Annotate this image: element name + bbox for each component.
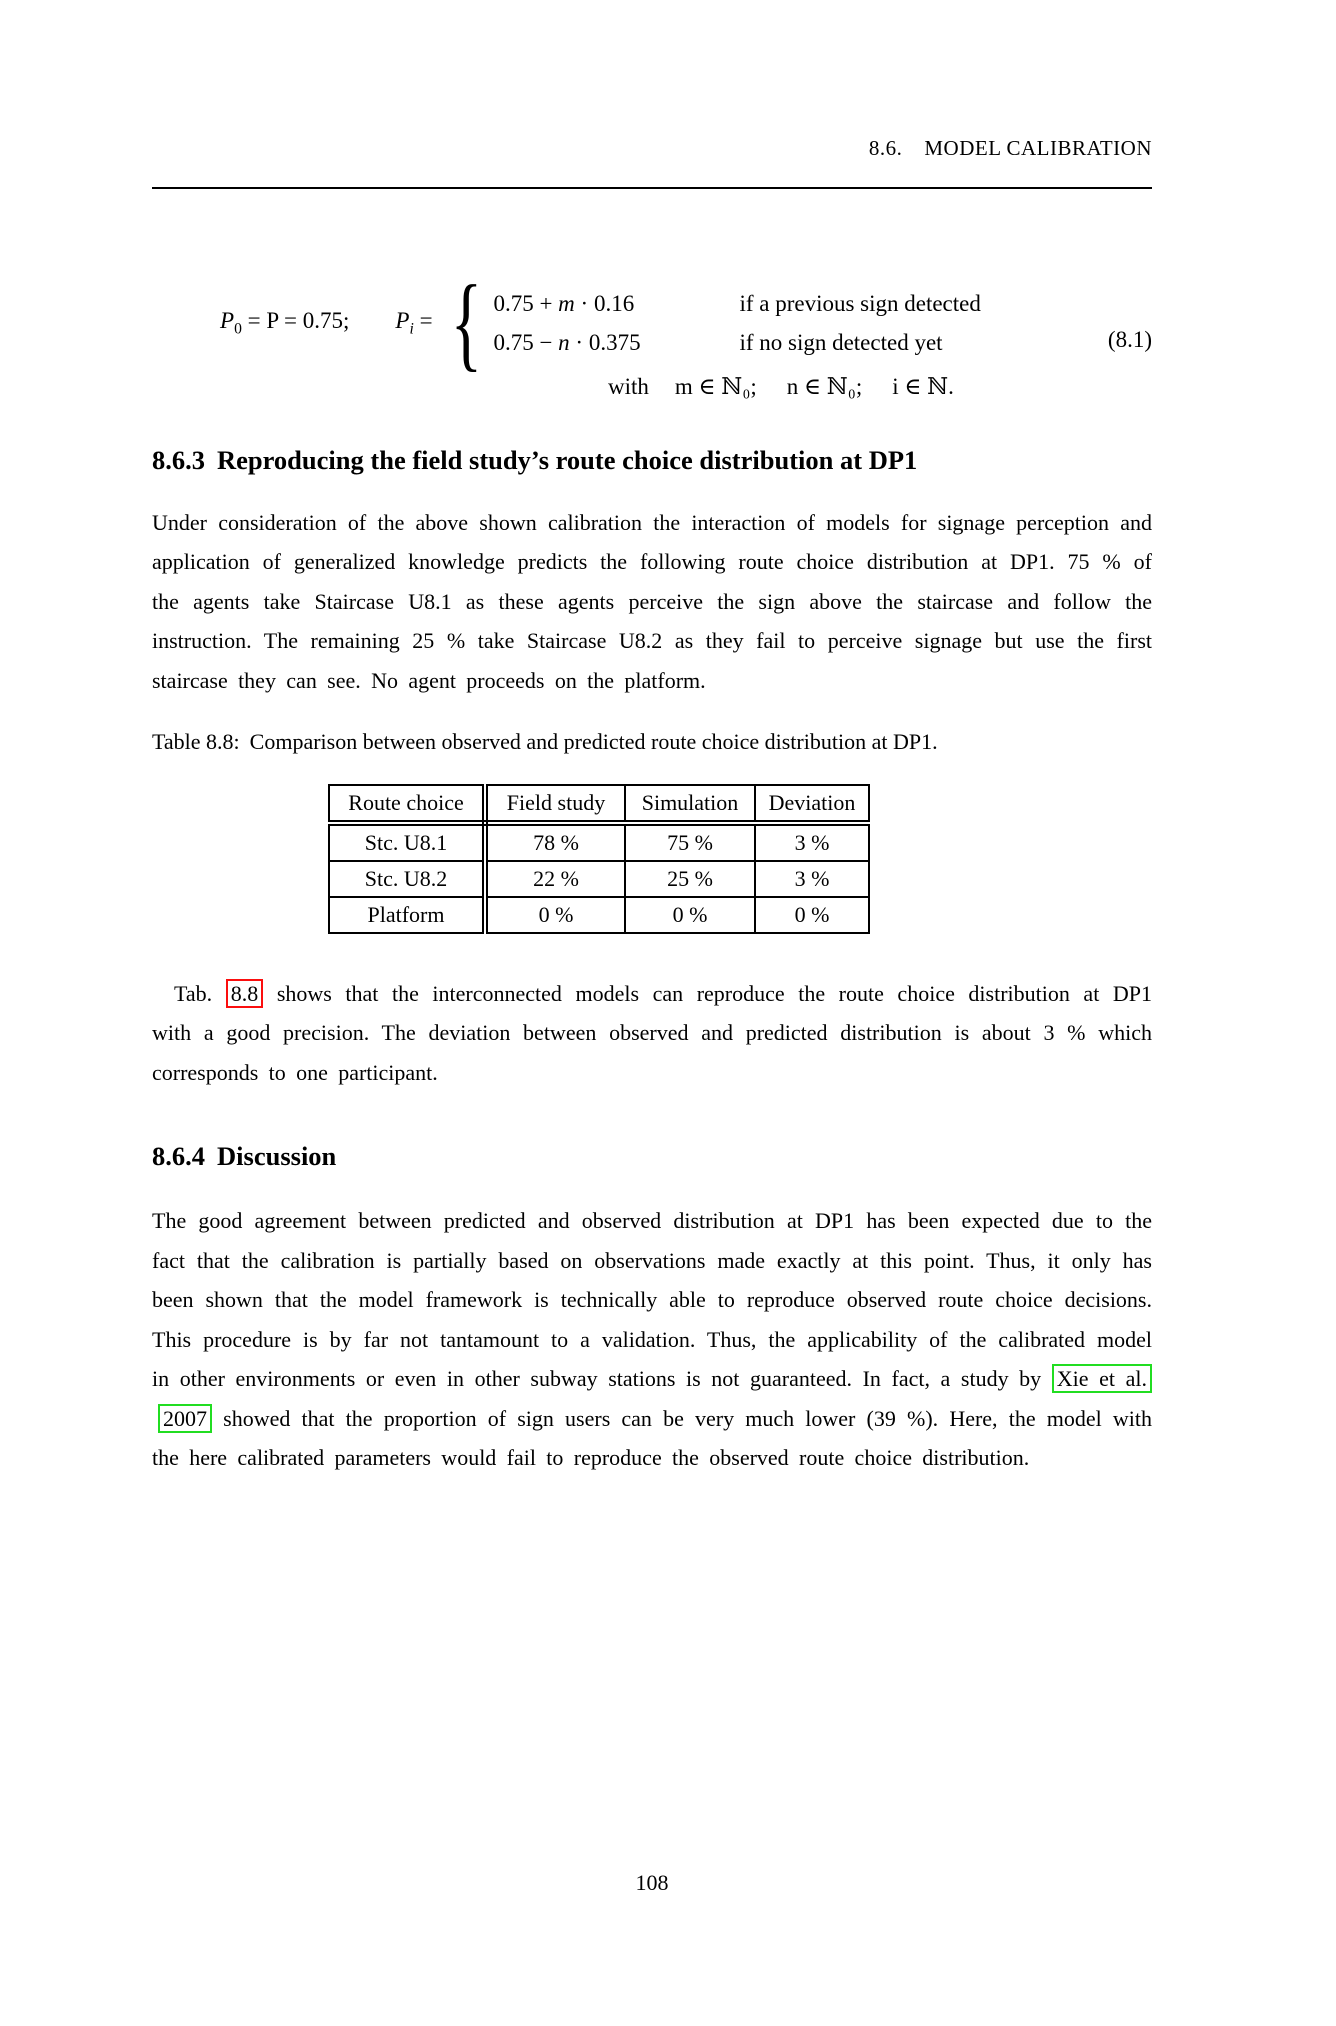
equation-cases [493,284,980,362]
equation-8-1 [152,264,1152,400]
equation-p0-term: $P_0 = P = 0.75$; [220,308,350,338]
equation-number: (8.1) [1107,327,1152,352]
paragraph-tab-reference: Tab. 8.8 shows that the interconnected models can reproduce the route choice distribution at DP1 with a good precision. The deviation between observed and predicted distribution is about 3 % which corresponds to one participant. [152,980,1153,1085]
table-8-8 [328,784,870,934]
case-2-value: 0.75 − n · 0.375 [493,330,641,356]
col-header-simulation: Simulation [625,785,755,823]
citation-year-link[interactable]: 2007 [158,1404,212,1433]
table-cell: Stc. U8.2 [329,861,485,897]
table-row [329,897,869,933]
page-number: 108 [635,1870,669,1895]
table-caption [152,722,1004,762]
section-title: Discussion [217,1141,337,1172]
table-cell: 3 % [755,861,869,897]
document-page [0,136,1336,2026]
section-heading-8-6-3 [152,440,1152,481]
section-number: 8.6.3 [152,444,205,475]
with-term-n: n ∈ ℕ₀; [786,373,863,399]
paragraph-route-choice: Under consideration of the above shown calibration the interaction of models for signage perception and application of generalized knowledge predicts the following route choice distribution at DP1. 75 % of the agents take Staircase U8.1 as these agents perceive the sign above the staircase and follow the instruction. The remaining 25 % take Staircase U8.2 as they fail to perceive signage but use the first staircase they can see. No agent proceeds on the platform. [152,509,1152,693]
table-cell: 0 % [755,897,869,933]
table-caption-text: Comparison between observed and predicted route choice distribution at DP1. [249,729,938,755]
citation-author-link[interactable]: Xie et al. [1052,1364,1152,1393]
table-cell: Platform [329,897,485,933]
case-1-condition: if a previous sign detected [739,291,981,317]
table-cell: 0 % [625,897,755,933]
table-row [329,861,869,897]
section-number: 8.6.4 [152,1141,205,1172]
table-cell: 78 % [485,823,625,861]
case-2-condition: if no sign detected yet [739,330,943,356]
col-header-route-choice: Route choice [329,785,485,823]
table-cell: 22 % [485,861,625,897]
table-ref-link[interactable]: 8.8 [226,979,264,1008]
with-label: with [608,373,649,399]
case-1-value: 0.75 + m · 0.16 [493,291,635,317]
table-cell: 0 % [485,897,625,933]
running-header-title: MODEL CALIBRATION [924,136,1152,160]
col-header-deviation: Deviation [755,785,869,823]
running-header [152,136,1152,161]
with-term-i: i ∈ ℕ. [892,373,954,399]
table-caption-label: Table 8.8: [152,729,240,755]
equation-pi-term: $P_i$ = [395,308,433,338]
table-cell: Stc. U8.1 [329,823,485,861]
table-cell: 25 % [625,861,755,897]
with-term-m: m ∈ ℕ₀; [674,373,757,399]
section-title: Reproducing the field study’s route choice distribution at DP1 [217,444,918,475]
running-header-section-number: 8.6. [868,136,903,160]
table-row [329,823,869,861]
col-header-field-study: Field study [485,785,625,823]
equation-main-row [220,264,1152,381]
table-cell: 75 % [625,823,755,861]
paragraph-discussion: The good agreement between predicted and observed distribution at DP1 has been expected due to the fact that the calibration is partially based on observations made exactly at this point. Thus, it only has been shown that the model framework is technically able to reproduce observed route choice decisions. This procedure is by far not tantamount to a validation. Thus, the applicability of the calibrated model in other environments or even in other subway stations is not guaranteed. In fact, a study by Xie et al.2007 showed that the proportion of sign users can be very much lower (39 %). Here, the model with the here calibrated parameters would fail to reproduce the observed route choice distribution. [152,1208,1152,1471]
equation-with-clause [608,374,1152,400]
table-8-8-container [328,784,1152,934]
header-rule [152,187,1152,189]
section-heading-8-6-4 [152,1136,1152,1177]
cases-brace: { [450,264,482,381]
table-cell: 3 % [755,823,869,861]
table-header-row [329,785,869,823]
